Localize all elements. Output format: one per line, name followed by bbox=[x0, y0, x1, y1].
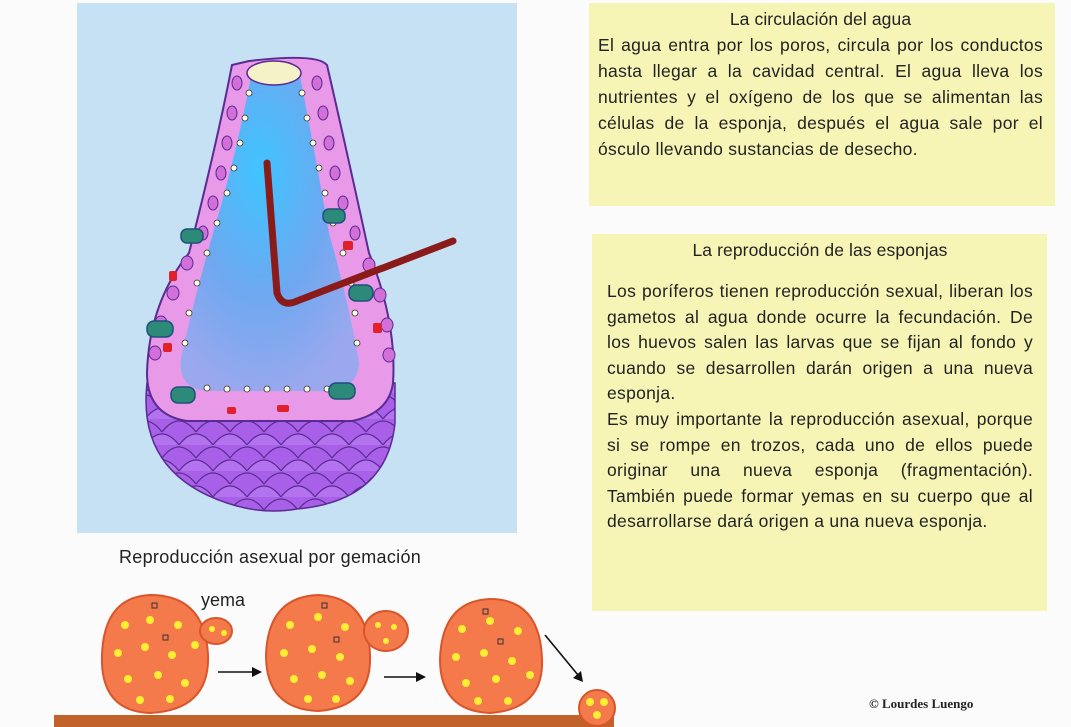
reproduction-paragraph-sexual: Los poríferos tienen reproducción sexual, liberan los gametos al agua donde ocurre la fecundación. De los huevos salen las larvas que se fijan al fondo y cuando se desarrollen darán origen a una nueva esponja. bbox=[607, 281, 1033, 404]
osculum bbox=[247, 61, 301, 85]
water-circulation-title: La circulación del agua bbox=[729, 9, 912, 29]
substrate bbox=[54, 715, 614, 727]
budding-caption: Reproducción asexual por gemación bbox=[119, 547, 422, 567]
copyright-notice: © Lourdes Luengo bbox=[869, 696, 974, 711]
detached-bud bbox=[579, 690, 615, 726]
arrow-right-icon bbox=[384, 672, 426, 682]
reproduction-panel bbox=[592, 234, 1047, 611]
water-circulation-panel bbox=[589, 3, 1055, 206]
budding-illustration bbox=[0, 575, 650, 727]
bud bbox=[200, 618, 232, 644]
sponge-stage-3 bbox=[440, 599, 615, 726]
water-circulation-text: El agua entra por los poros, circula por los conductos hasta llegar a la cavidad central. El agua lleva los nutrientes y el oxígeno de los que se alimentan las células de la esponja, después el agua sale por el ósculo llevando sustancias de desecho. bbox=[598, 35, 1043, 159]
reproduction-title: La reproducción de las esponjas bbox=[692, 240, 948, 260]
bud-label: yema bbox=[201, 590, 246, 610]
sponge-diagram bbox=[77, 3, 517, 533]
arrow-right-icon bbox=[218, 667, 262, 677]
bud-growing bbox=[364, 611, 408, 651]
sponge-illustration bbox=[77, 3, 517, 533]
reproduction-text bbox=[607, 279, 1033, 535]
reproduction-paragraph-asexual: Es muy importante la reproducción asexual, porque si se rompe en trozos, cada uno de ellos puede originar una nueva esponja (fragmentación). También puede formar yemas en su cuerpo que al desarrollarse dará origen a una nueva esponja. bbox=[607, 408, 1033, 532]
arrow-diagonal-icon bbox=[545, 635, 583, 682]
